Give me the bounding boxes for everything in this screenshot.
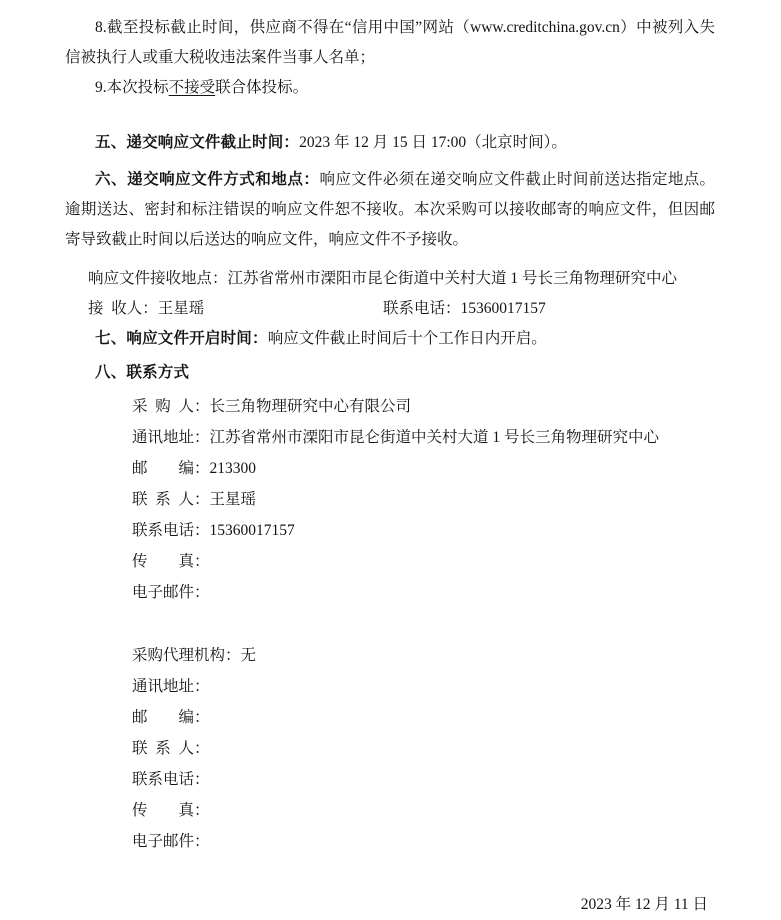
clause-item-9-pre: 9.本次投标 bbox=[95, 79, 169, 96]
receive-location-value: 江苏省常州市溧阳市昆仑街道中关村大道 1 号长三角物理研究中心 bbox=[227, 270, 678, 287]
agency-fax-row bbox=[132, 795, 715, 826]
agency-value: 无 bbox=[240, 647, 257, 664]
section-5-deadline bbox=[65, 128, 715, 158]
clause-item-9-underlined: 不接受 bbox=[168, 79, 216, 96]
receiver-phone-label: 联系电话： bbox=[383, 300, 461, 317]
clause-item-9-post: 联合体投标。 bbox=[215, 79, 309, 96]
document-date-text: 2023 年 12 月 11 日 bbox=[580, 896, 708, 913]
agency-contact-person-row bbox=[132, 733, 715, 764]
agency-phone-label: 联系电话： bbox=[132, 771, 210, 788]
receive-location-label: 响应文件接收地点： bbox=[88, 270, 228, 287]
purchaser-address-value: 江苏省常州市溧阳市昆仑街道中关村大道 1 号长三角物理研究中心 bbox=[209, 429, 660, 446]
section-6-body: 响应文件必须在递交响应文件截止时间前送达指定地点。逾期送达、密封和标注错误的响应文件恕不接收。本次采购可以接收邮寄的响应文件，但因邮寄导致截止时间以后送达的响应文件，响应文件不予接收。 bbox=[65, 171, 715, 248]
agency-fax-label: 传 真： bbox=[132, 802, 210, 819]
purchaser-phone-label: 联系电话： bbox=[132, 522, 210, 539]
purchaser-phone-row bbox=[132, 515, 715, 546]
purchaser-postcode-label: 邮 编： bbox=[132, 460, 210, 477]
purchaser-phone-value: 15360017157 bbox=[209, 522, 295, 539]
purchaser-row bbox=[132, 391, 715, 422]
agency-email-row bbox=[132, 826, 715, 857]
purchaser-email-row bbox=[132, 577, 715, 608]
section-7-opening bbox=[65, 324, 715, 354]
section-7-body: 响应文件截止时间后十个工作日内开启。 bbox=[267, 330, 547, 347]
agency-label: 采购代理机构： bbox=[132, 647, 241, 664]
purchaser-fax-label: 传 真： bbox=[132, 553, 210, 570]
agency-address-row bbox=[132, 671, 715, 702]
section-8-heading: 八、联系方式 bbox=[95, 364, 190, 381]
section-5-heading: 五、递交响应文件截止时间： bbox=[95, 134, 300, 151]
agency-email-label: 电子邮件： bbox=[132, 833, 210, 850]
purchaser-contact-person-label: 联 系 人： bbox=[132, 491, 210, 508]
agency-row bbox=[132, 640, 715, 671]
agency-contact-person-label: 联 系 人： bbox=[132, 740, 210, 757]
receiver-line bbox=[65, 294, 715, 324]
purchaser-address-label: 通讯地址： bbox=[132, 429, 210, 446]
receiver-phone-value: 15360017157 bbox=[460, 300, 546, 317]
section-7-heading: 七、响应文件开启时间： bbox=[95, 330, 268, 347]
purchaser-postcode-row bbox=[132, 453, 715, 484]
section-8-contact bbox=[65, 358, 715, 388]
purchaser-contact-person-row bbox=[132, 484, 715, 515]
agency-address-label: 通讯地址： bbox=[132, 678, 210, 695]
receiver-value: 王星瑶 bbox=[157, 300, 205, 317]
clause-item-9 bbox=[65, 73, 715, 103]
document-date bbox=[65, 889, 715, 920]
clause-item-8-text: 8.截至投标截止时间，供应商不得在“信用中国”网站（www.creditchina.gov.cn）中被列入失信被执行人或重大税收违法案件当事人名单； bbox=[65, 19, 715, 66]
section-6-heading: 六、递交响应文件方式和地点： bbox=[95, 171, 320, 188]
purchaser-contact-person-value: 王星瑶 bbox=[209, 491, 257, 508]
agency-contact-group bbox=[132, 640, 715, 857]
agency-postcode-label: 邮 编： bbox=[132, 709, 210, 726]
purchaser-postcode-value: 213300 bbox=[209, 460, 257, 477]
clause-item-8 bbox=[65, 13, 715, 73]
purchaser-value: 长三角物理研究中心有限公司 bbox=[209, 398, 412, 415]
purchaser-fax-row bbox=[132, 546, 715, 577]
agency-postcode-row bbox=[132, 702, 715, 733]
receiver-label: 接 收人： bbox=[88, 300, 158, 317]
purchaser-contact-group bbox=[132, 391, 715, 608]
purchaser-email-label: 电子邮件： bbox=[132, 584, 210, 601]
receive-location-line bbox=[65, 264, 715, 294]
purchaser-address-row bbox=[132, 422, 715, 453]
agency-phone-row bbox=[132, 764, 715, 795]
section-5-body: 2023 年 12 月 15 日 17:00（北京时间）。 bbox=[299, 134, 567, 151]
section-6-delivery bbox=[65, 165, 715, 255]
receiver-cell bbox=[88, 294, 383, 324]
purchaser-label: 采 购 人： bbox=[132, 398, 210, 415]
